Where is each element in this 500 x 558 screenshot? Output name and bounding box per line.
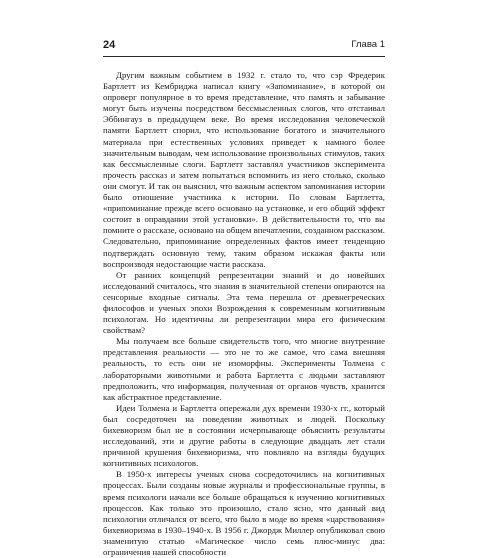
paragraph: Другим важным событием в 1932 г. стало то, что сэр Фредерик Бартлетт из Кембриджа написал книгу «Запоминание», в которой он опроверг популярное в то время представление, что память и забывание могут быть изучены посредством бессмысленных слогов, что отстаивал Эббингауз в предыдущем веке. Во время исследования человеческой памяти Бартлетт спорил, что использование богатого и значительного материала при естественных условиях приведет к намного более значительным выводам, чем использование произвольных стимулов, таких как бессмысленные слоги. Бартлетт заставлял участников эксперимента прочесть рассказ и затем попытаться вспомнить из него столько, сколько они смогут. И так он выяснил, что важным аспектом запоминания истории было отношение участника к истории. По словам Бартлетта, «припоминание прежде всего основано на установке, и его общий эффект состоит в оправдании этой установки». В действительности то, что вы помните о рассказе, основано на общем впечатлении, созданном рассказом. Следовательно, припоминание определенных фактов имеет тенденцию подтверждать основную тему, таким образом искажая факты или воспроизводя недостающие части рассказа. [103,70,385,269]
paragraph: В 1950-х интересы ученых снова сосредоточились на когнитивных процессах. Были созданы новые журналы и профессиональные группы, в время психологи начали все больше обращаться к изучению когнитивных процессов. Как только это произошло, стало ясно, что данный вид психологии отличался от всего, что было в моде во время «царствования» бихевиоризма в 1930–1940-х. В 1956 г. Джордж Миллер опубликовал свою знаменитую статью «Магическое число семь плюс-минус два: ограничения нашей способности [103,469,385,558]
paragraph: Мы получаем все больше свидетельств того, что многие внутренние представления реальности — это не то же самое, что сама внешняя реальность, то есть они не изоморфны. Эксперименты Толмена с лабораторными животными и работа Бартлетта с людьми заставляют предположить, что информация, полученная от органов чувств, хранится как абстрактное представление. [103,336,385,402]
paragraph: От ранних концепций репрезентации знаний и до новейших исследований считалось, что знания в значительной степени опираются на сенсорные входные сигналы. Эта тема перешла от древнегреческих философов и ученых эпохи Возрождения к современным когнитивным психологам. Но идентичны ли репрезентации мира его физическим свойствам? [103,269,385,336]
running-header [103,38,385,52]
header-rule [103,56,385,57]
body-text [103,70,385,558]
page-number: 24 [103,39,116,51]
paragraph: Идеи Толмена и Бартлетта опережали дух времени 1930-х гг., который был сосредоточен на поведении животных и людей. Поскольку бихевиоризм был не в состоянии исчерпывающе объяснить результаты исследований, эти и другие работы в следующие двадцать лет стали причиной крушения бихевиоризма, что повлияло на взгляды будущих когнитивных психологов. [103,402,385,469]
chapter-title: Глава 1 [351,39,385,50]
